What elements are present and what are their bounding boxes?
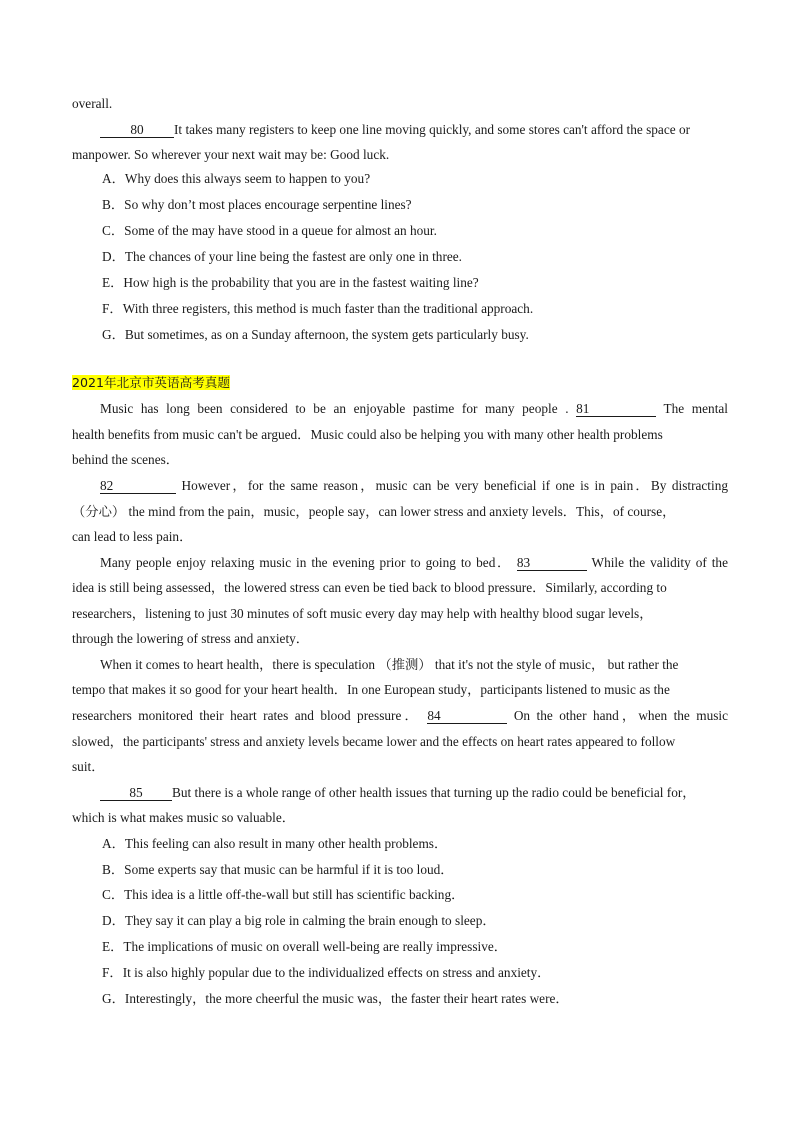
option-text: But sometimes, as on a Sunday afternoon, the system gets particularly busy. — [124, 327, 529, 342]
paragraph-1-text: The mental — [663, 401, 728, 416]
option-f — [102, 965, 550, 981]
option-letter: F． — [102, 301, 123, 316]
paragraph-5-line-2: which is what makes music so valuable． — [72, 810, 296, 825]
option-g — [102, 327, 529, 343]
option-b — [102, 862, 454, 878]
highlighted-heading: 2021年北京市英语高考真题 — [72, 375, 230, 390]
paragraph-4-line-5: suit． — [72, 759, 105, 774]
option-letter: D． — [102, 249, 125, 264]
paragraph-fragment: overall. — [72, 96, 113, 111]
paragraph-5-text: But there is a whole range of other health issues that turning up the radio could be beneficial for， — [172, 785, 696, 800]
option-text: Some experts say that music can be harmful if it is too loud． — [124, 862, 454, 877]
paragraph-3-line-4: through the lowering of stress and anxiety． — [72, 631, 310, 646]
blank-81: 81 — [576, 402, 656, 417]
option-text: It is also highly popular due to the individualized effects on stress and anxiety． — [122, 965, 551, 980]
paragraph-4-text: researchers monitored their heart rates and blood pressure． — [72, 708, 421, 723]
option-d — [102, 913, 496, 929]
paragraph-2-line-1 — [100, 478, 728, 494]
option-b — [102, 197, 412, 213]
option-g — [102, 991, 569, 1007]
paragraph-2-text: However，for the same reason，music can be very beneficial if one is in pain．By distracting — [181, 478, 728, 493]
option-text: This feeling can also result in many other health problems． — [124, 836, 448, 851]
paragraph-3-line-1 — [100, 555, 728, 571]
blank-83: 83 — [517, 556, 587, 571]
paragraph-4-line-1: When it comes to heart health，there is speculation （推测） that it's not the style of music， but rather the — [100, 657, 679, 672]
option-letter: C． — [102, 223, 125, 238]
blank-84: 84 — [427, 709, 507, 724]
option-text: This idea is a little off-the-wall but still has scientific backing． — [124, 887, 465, 902]
paragraph-3-text: While the validity of the — [591, 555, 728, 570]
option-text: With three registers, this method is much faster than the traditional approach. — [122, 301, 534, 316]
option-c — [102, 887, 464, 903]
option-letter: E． — [102, 939, 124, 954]
option-f — [102, 301, 533, 317]
option-letter: F． — [102, 965, 123, 980]
option-text: So why don’t most places encourage serpentine lines? — [124, 197, 412, 212]
blank-80: 80 — [100, 123, 174, 138]
paragraph-5-line-1 — [100, 785, 696, 801]
paragraph-2-line-3: can lead to less pain． — [72, 529, 193, 544]
option-a — [102, 836, 447, 852]
option-letter: G． — [102, 991, 125, 1006]
question-80-line-2: manpower. So wherever your next wait may be: Good luck. — [72, 147, 390, 162]
paragraph-1-line-3: behind the scenes． — [72, 452, 180, 467]
paragraph-4-line-4: slowed，the participants' stress and anxiety levels became lower and the effects on heart rates appeared to follow — [72, 734, 676, 749]
option-text: The chances of your line being the fastest are only one in three. — [124, 249, 463, 264]
paragraph-1-line-2: health benefits from music can't be argued．Music could also be helping you with many other health problems — [72, 427, 663, 442]
option-text: How high is the probability that you are in the fastest waiting line? — [123, 275, 479, 290]
paragraph-2-line-2: （分心） the mind from the pain，music，people say，can lower stress and anxiety levels．This，of course， — [72, 504, 676, 519]
option-c — [102, 223, 437, 239]
paragraph-4-line-3 — [72, 708, 728, 724]
option-letter: G． — [102, 327, 125, 342]
paragraph-1-text: Music has long been considered to be an enjoyable pastime for many people . — [100, 401, 569, 416]
option-letter: D． — [102, 913, 125, 928]
paragraph-4-line-2: tempo that makes it so good for your heart health．In one European study，participants listened to music as the — [72, 682, 670, 697]
question-80-text: It takes many registers to keep one line moving quickly, and some stores can't afford the space or — [174, 122, 691, 137]
option-d — [102, 249, 462, 265]
paragraph-3-line-2: idea is still being assessed，the lowered stress can even be tied back to blood pressure．Similarly, according to — [72, 580, 667, 595]
paragraph-1-line-1 — [100, 401, 728, 417]
option-text: Some of the may have stood in a queue for almost an hour. — [124, 223, 437, 238]
option-text: Why does this always seem to happen to you? — [124, 171, 371, 186]
option-letter: A． — [102, 836, 125, 851]
option-letter: B． — [102, 862, 125, 877]
question-80-line-1 — [100, 122, 690, 138]
option-text: Interestingly，the more cheerful the music was，the faster their heart rates were． — [124, 991, 569, 1006]
paragraph-4-text: On the other hand，when the music — [513, 708, 729, 723]
option-text: They say it can play a big role in calming the brain enough to sleep． — [124, 913, 496, 928]
option-e — [102, 275, 479, 291]
blank-82: 82 — [100, 479, 176, 494]
option-letter: E． — [102, 275, 124, 290]
option-text: The implications of music on overall well-being are really impressive． — [123, 939, 508, 954]
option-letter: C． — [102, 887, 125, 902]
paragraph-3-line-3: researchers，listening to just 30 minutes of soft music every day may help with healthy blood sugar levels， — [72, 606, 653, 621]
option-e — [102, 939, 507, 955]
option-letter: A． — [102, 171, 125, 186]
section-heading — [72, 375, 230, 391]
option-a — [102, 171, 370, 187]
blank-85: 85 — [100, 786, 172, 801]
paragraph-3-text: Many people enjoy relaxing music in the evening prior to going to bed． — [100, 555, 512, 570]
option-letter: B． — [102, 197, 125, 212]
